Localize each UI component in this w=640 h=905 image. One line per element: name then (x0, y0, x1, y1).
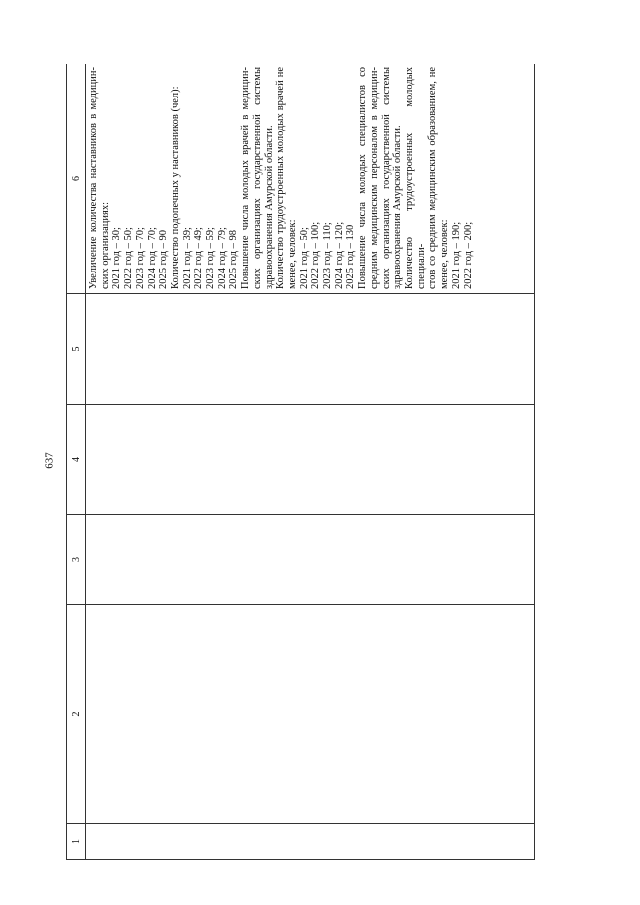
header-col-5: 5 (67, 294, 86, 405)
rotated-table-container (66, 64, 535, 860)
header-col-2: 2 (67, 605, 86, 824)
indicator-line: 2024 год – 120; (333, 221, 345, 289)
indicator-line: здравоохранения Амурской области. (392, 125, 404, 289)
indicator-text (86, 64, 474, 293)
rotated-content (66, 64, 535, 860)
indicator-line: 2024 год – 70; (146, 227, 158, 289)
indicator-line: Увеличение количества наставников в медицин- (88, 67, 99, 289)
indicator-line: 2021 год – 190; (450, 221, 462, 289)
header-col-3: 3 (67, 515, 86, 605)
indicator-line: Количество трудоустроенных молодых специали- (403, 67, 427, 289)
document-table (66, 64, 535, 860)
cell-col-1 (86, 824, 535, 860)
header-col-4: 4 (67, 405, 86, 515)
indicator-line: 2023 год – 59; (205, 227, 217, 289)
indicator-line: менее, человек: (439, 219, 451, 289)
indicator-line: 2023 год – 70; (134, 227, 146, 289)
page-number: 637 (43, 452, 56, 469)
indicator-line: ских организациях государственной системы (380, 67, 392, 289)
table-header-row (67, 64, 86, 860)
indicator-line: ских организациях: (99, 201, 111, 289)
indicator-line: 2025 год – 130 (345, 224, 357, 289)
indicator-line: Количество подопечных у наставников (чел): (169, 86, 181, 289)
table-row (86, 64, 535, 860)
indicator-line: Повышение числа молодых врачей в медицин- (240, 67, 252, 289)
indicator-line: 2021 год – 50; (298, 227, 310, 289)
indicator-line: Повышение числа молодых специалистов со (357, 67, 369, 289)
header-col-1: 1 (67, 824, 86, 860)
indicator-line: Количество трудоустроенных молодых врачей не (275, 67, 287, 289)
indicator-line: стов со средним медицинским образованием, не (427, 67, 439, 289)
indicator-line: 2022 год – 100; (310, 221, 322, 289)
indicator-line: 2023 год – 110; (322, 222, 334, 289)
indicator-line: ских организациях государственной системы (251, 67, 263, 289)
indicator-line: 2022 год – 200; (462, 221, 474, 289)
indicator-line: 2022 год – 49; (193, 227, 205, 289)
indicator-line: 2025 год – 98 (228, 230, 240, 289)
indicator-line: 2021 год – 30; (111, 227, 123, 289)
indicator-line: средним медицинским персоналом в медицин- (368, 67, 380, 289)
indicator-line: менее, человек: (286, 219, 298, 289)
indicator-line: 2022 год – 50; (123, 227, 135, 289)
header-col-6: 6 (67, 64, 86, 294)
cell-col-5 (86, 294, 535, 405)
indicator-line: 2025 год – 90 (158, 230, 170, 289)
cell-col-2 (86, 605, 535, 824)
indicator-line: здравоохранения Амурской области. (263, 125, 275, 289)
cell-col-6 (86, 64, 535, 294)
cell-col-3 (86, 515, 535, 605)
cell-col-4 (86, 405, 535, 515)
indicator-line: 2021 год – 39; (181, 227, 193, 289)
indicator-line: 2024 год – 79; (216, 227, 228, 289)
